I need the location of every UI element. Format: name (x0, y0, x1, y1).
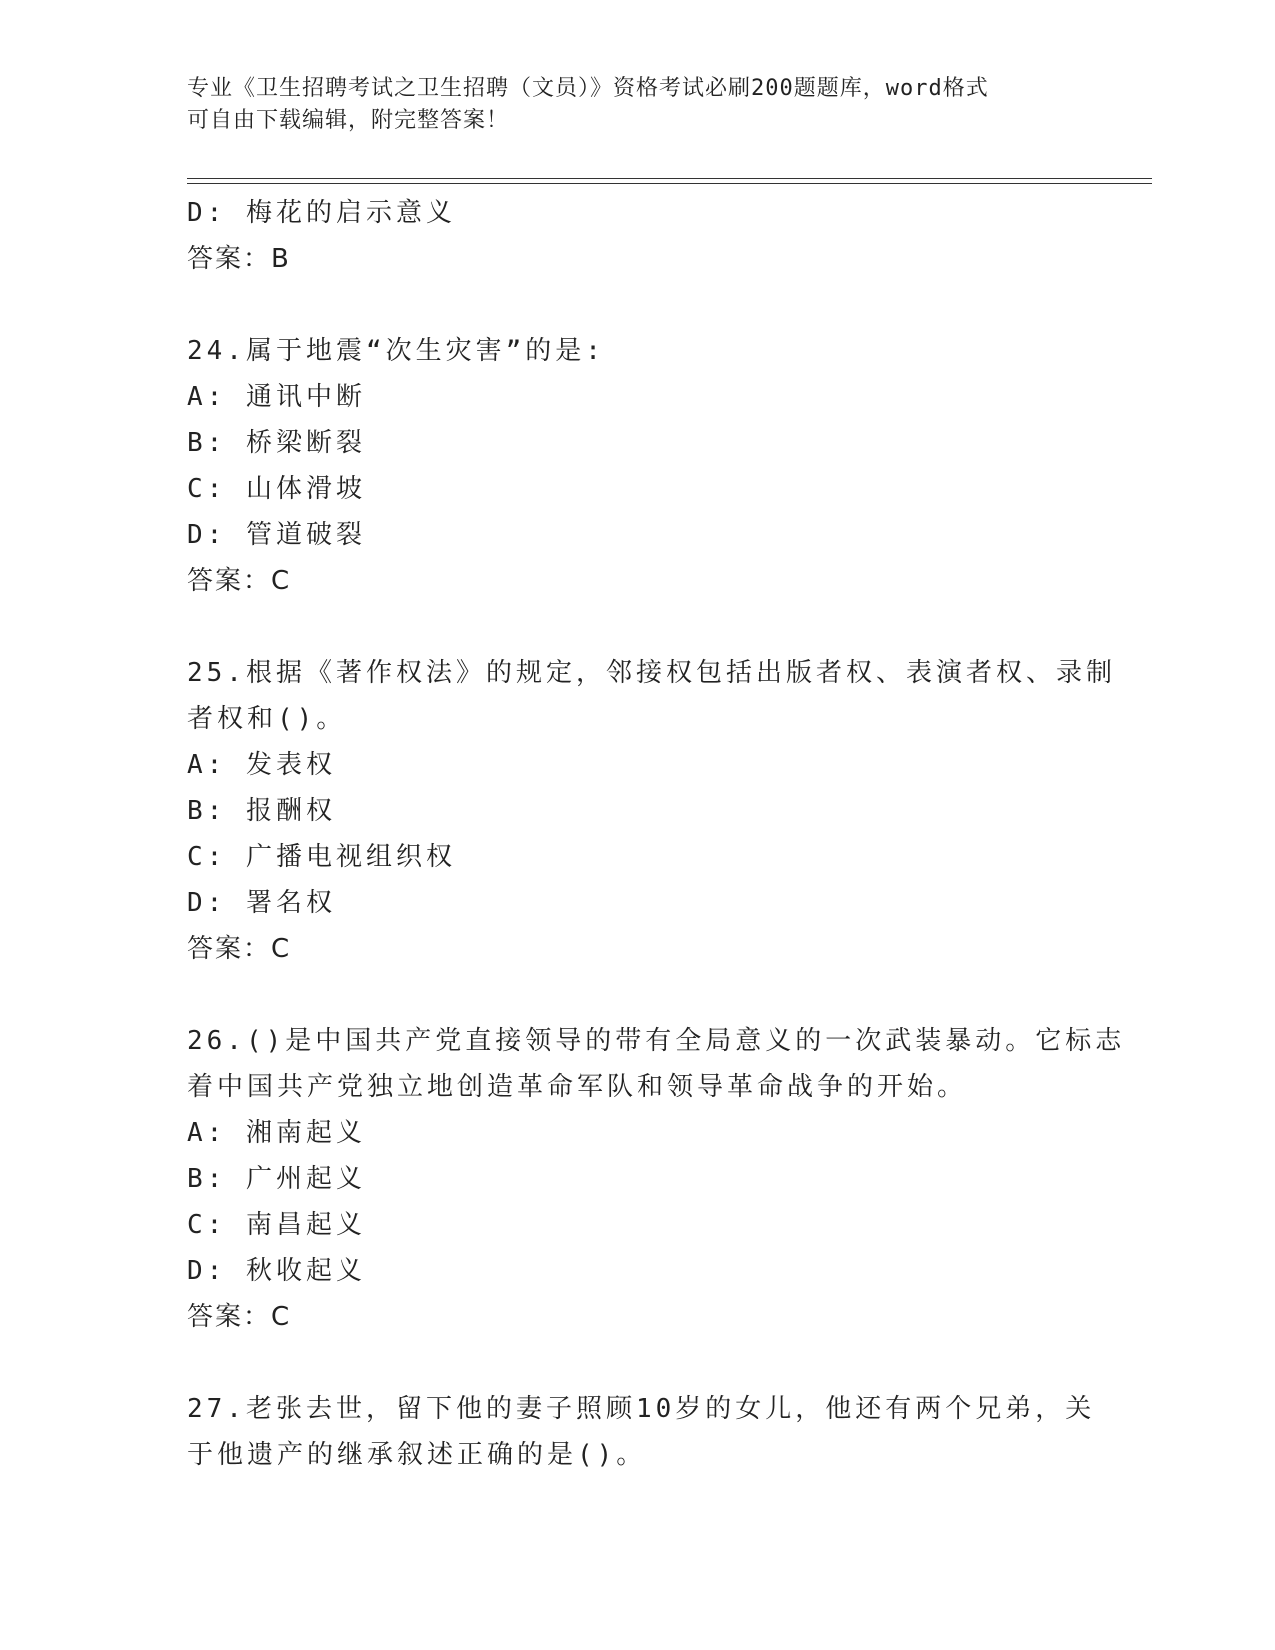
option-d: D: 梅花的启示意义 (187, 198, 456, 228)
question-stem-line-2: 于他遗产的继承叙述正确的是()。 (187, 1440, 647, 1470)
option-a: A: 湘南起义 (187, 1118, 366, 1148)
question-block-26 (187, 1018, 1126, 1340)
header-rule-bottom (187, 183, 1152, 184)
option-b: B: 报酬权 (187, 796, 336, 826)
option-c: C: 广播电视组织权 (187, 842, 456, 872)
spacer (187, 972, 1087, 1018)
option-c: C: 山体滑坡 (187, 474, 366, 504)
question-block-23 (187, 190, 1087, 282)
option-b: B: 桥梁断裂 (187, 428, 366, 458)
question-stem-line-1: 26.()是中国共产党直接领导的带有全局意义的一次武装暴动。它标志 (187, 1026, 1126, 1056)
question-stem: 24.属于地震“次生灾害”的是: (187, 336, 605, 366)
spacer (187, 604, 1087, 650)
answer-line: 答案：C (187, 934, 292, 964)
option-d: D: 秋收起义 (187, 1256, 366, 1286)
answer-line: 答案：B (187, 244, 291, 274)
question-list (187, 190, 1126, 1478)
question-block-24 (187, 328, 1087, 604)
answer-line: 答案：C (187, 566, 292, 596)
question-stem-line-1: 27.老张去世，留下他的妻子照顾10岁的女儿，他还有两个兄弟，关 (187, 1394, 1096, 1424)
question-stem-line-1: 25.根据《著作权法》的规定，邻接权包括出版者权、表演者权、录制 (187, 658, 1116, 688)
question-stem-line-2: 者权和()。 (187, 704, 347, 734)
option-d: D: 署名权 (187, 888, 336, 918)
option-a: A: 发表权 (187, 750, 336, 780)
option-b: B: 广州起义 (187, 1164, 366, 1194)
spacer (187, 1340, 1087, 1386)
header-line-1: 专业《卫生招聘考试之卫生招聘（文员）》资格考试必刷200题题库，word格式 (187, 76, 989, 101)
answer-line: 答案：C (187, 1302, 292, 1332)
question-block-27 (187, 1386, 1096, 1478)
document-header (187, 73, 1067, 137)
option-a: A: 通讯中断 (187, 382, 366, 412)
question-stem-line-2: 着中国共产党独立地创造革命军队和领导革命战争的开始。 (187, 1072, 968, 1102)
question-block-25 (187, 650, 1116, 972)
header-rule-top (187, 178, 1152, 179)
option-c: C: 南昌起义 (187, 1210, 366, 1240)
option-d: D: 管道破裂 (187, 520, 366, 550)
header-line-2: 可自由下载编辑，附完整答案！ (187, 108, 510, 133)
spacer (187, 282, 1087, 328)
